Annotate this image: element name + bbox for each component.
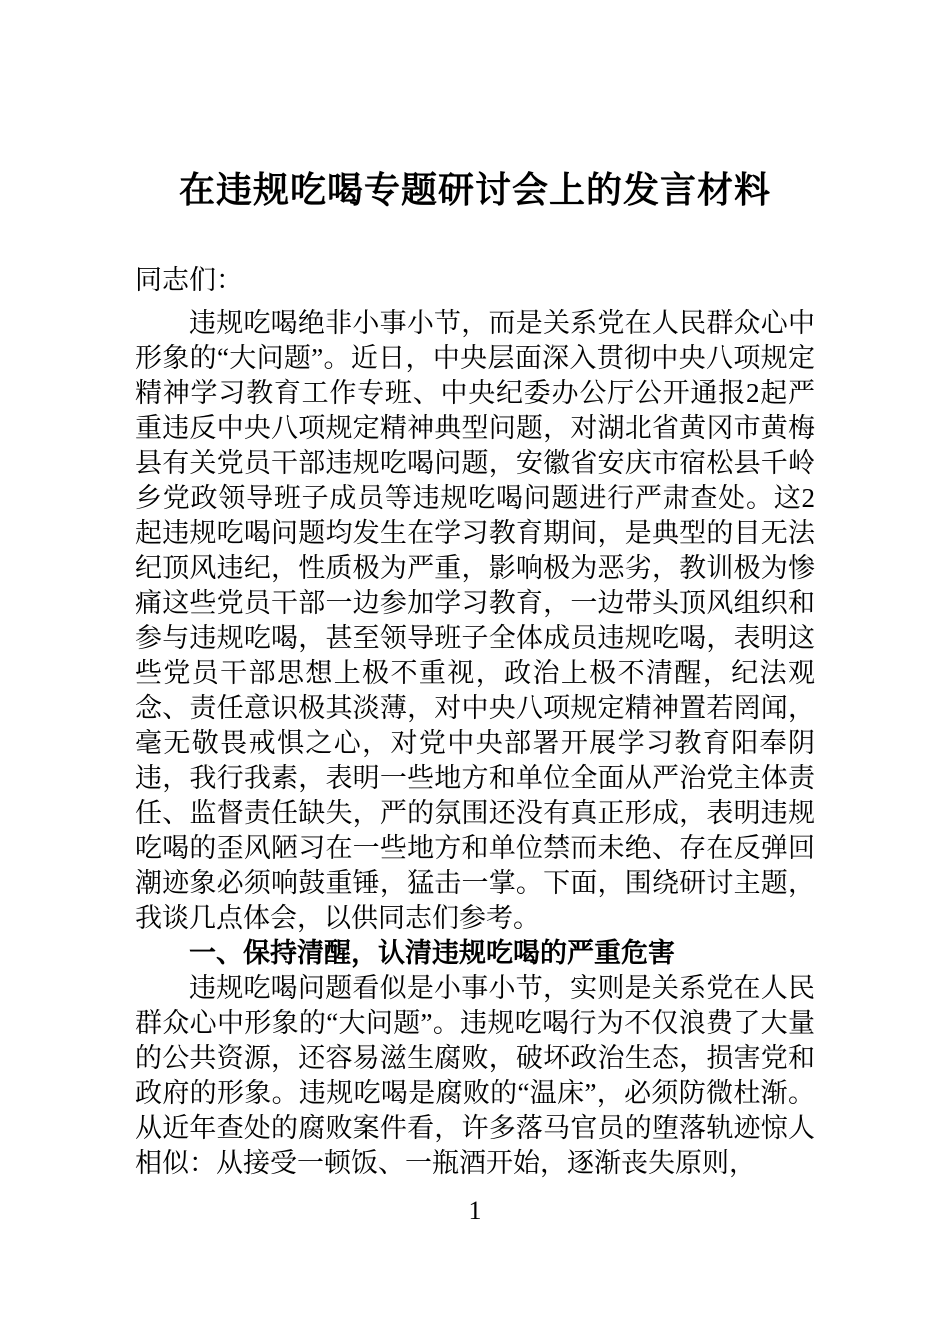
paragraph-section-1: 违规吃喝问题看似是小事小节，实则是关系党在人民群众心中形象的“大问题”。违规吃喝行为不仅浪费了大量的公共资源，还容易滋生腐败，破坏政治生态，损害党和政府的形象。违规吃喝是腐败的“温床”，必须防微杜渐。从近年查处的腐败案件看，许多落马官员的堕落轨迹惊人相似：从接受一顿饭、一瓶酒开始，逐渐丧失原则， <box>135 973 815 1178</box>
paragraph-intro: 违规吃喝绝非小事小节，而是关系党在人民群众心中形象的“大问题”。近日，中央层面深入贯彻中央八项规定精神学习教育工作专班、中央纪委办公厅公开通报2起严重违反中央八项规定精神典型问题，对湖北省黄冈市黄梅县有关党员干部违规吃喝问题，安徽省安庆市宿松县千岭乡党政领导班子成员等违规吃喝问题进行严肃查处。这2起违规吃喝问题均发生在学习教育期间，是典型的目无法纪顶风违纪，性质极为严重，影响极为恶劣，教训极为惨痛这些党员干部一边参加学习教育，一边带头顶风组织和参与违规吃喝，甚至领导班子全体成员违规吃喝，表明这些党员干部思想上极不重视，政治上极不清醒，纪法观念、责任意识极其淡薄，对中央八项规定精神置若罔闻，毫无敬畏戒惧之心，对党中央部署开展学习教育阳奉阴违，我行我素，表明一些地方和单位全面从严治党主体责任、监督责任缺失，严的氛围还没有真正形成，表明违规吃喝的歪风陋习在一些地方和单位禁而未绝、存在反弹回潮迹象必须响鼓重锤，猛击一掌。下面，围绕研讨主题，我谈几点体会，以供同志们参考。 <box>135 308 815 933</box>
document-title: 在违规吃喝专题研讨会上的发言材料 <box>178 169 771 210</box>
page-number: 1 <box>468 1196 482 1225</box>
salutation-line: 同志们： <box>135 265 243 295</box>
section-heading-1: 一、保持清醒，认清违规吃喝的严重危害 <box>189 938 675 968</box>
